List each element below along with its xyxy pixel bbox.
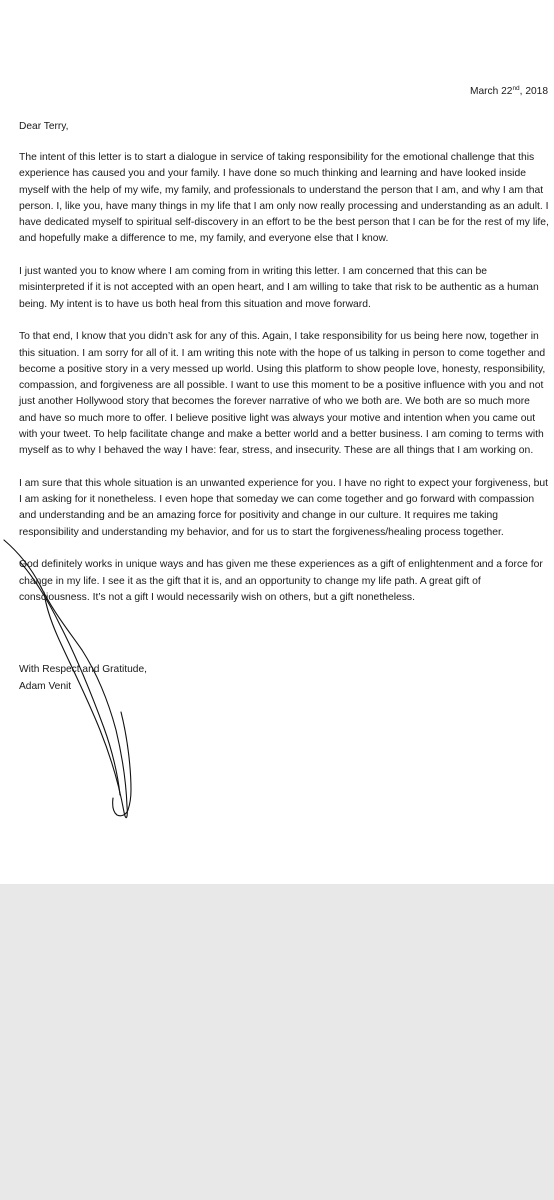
signature-stroke-hook — [113, 790, 131, 816]
letter-body — [19, 150, 549, 623]
paragraph-2: I just wanted you to know where I am coming from in writing this letter. I am concerned that this can be misinterpreted if it is not accepted with an open heart, and I am willing to take that risk to be authentic as a human being. My intent is to have us both heal from this situation and move forward. — [19, 266, 539, 310]
paragraph-4: I am sure that this whole situation is an unwanted experience for you. I have no right to expect your forgiveness, but I am asking for it nonetheless. I even hope that someday we can come together and go forward with compassion and understanding and be an amazing force for positivity and change in our culture. It requires me taking responsibility and understanding my behavior, and for us to start the forgiveness/healing process together. — [19, 477, 548, 538]
closing-block — [19, 662, 147, 695]
paragraph-1: The intent of this letter is to start a dialogue in service of taking responsibility for the emotional challenge that this experience has caused you and your family. I have done so much thinking and learning and have looked inside myself with the help of my wife, my family, and professionals to understand the person that I am, and why I am that person. I, like you, have many things in my life that I am only now really processing and understanding as an adult. I have dedicated myself to spiritual self-discovery in an effort to be the best person that I can be for the rest of my life, and hopefully make a difference to me, my family, and everyone else that I know. — [19, 152, 549, 245]
signature-stroke-return — [44, 592, 124, 812]
background-below-page — [0, 884, 554, 1200]
paragraph-5: God definitely works in unique ways and has given me these experiences as a gift of enlightenment and a force for change in my life. I see it as the gift that it is, and an opportunity to change my life path. A great gift of consciousness. It’s not a gift I would necessarily wish on others, but a gift nonetheless. — [19, 559, 543, 603]
signature-stroke-tail — [121, 712, 131, 790]
date-ordinal-suffix: nd — [512, 85, 520, 92]
letter-date — [470, 85, 548, 99]
closing-line: With Respect and Gratitude, — [19, 664, 147, 675]
date-day: March 22 — [469, 86, 513, 97]
date-year: , 2018 — [519, 86, 548, 97]
salutation: Dear Terry, — [19, 121, 69, 132]
paragraph-3: To that end, I know that you didn’t ask for any of this. Again, I take responsibility for us being here now, together in this situation. I am sorry for all of it. I am writing this note with the hope of us talking in person to come together and become a positive story in a very messed up world. Using this platform to show people love, honesty, responsibility, compassion, and forgiveness are all possible. I want to use this moment to be a positive influence with you and not just another Hollywood story that becomes the forever narrative of who we both are. We both are so much more and have so much more to offer. I believe positive light was always your motive and intention when you came out with your tweet. To help facilitate change and make a better world and a better business. I am coming to terms with myself as to why I behaved the way I have: fear, stress, and insecurity. These are all things that I am working on. — [19, 331, 546, 456]
signer-name: Adam Venit — [19, 680, 72, 692]
